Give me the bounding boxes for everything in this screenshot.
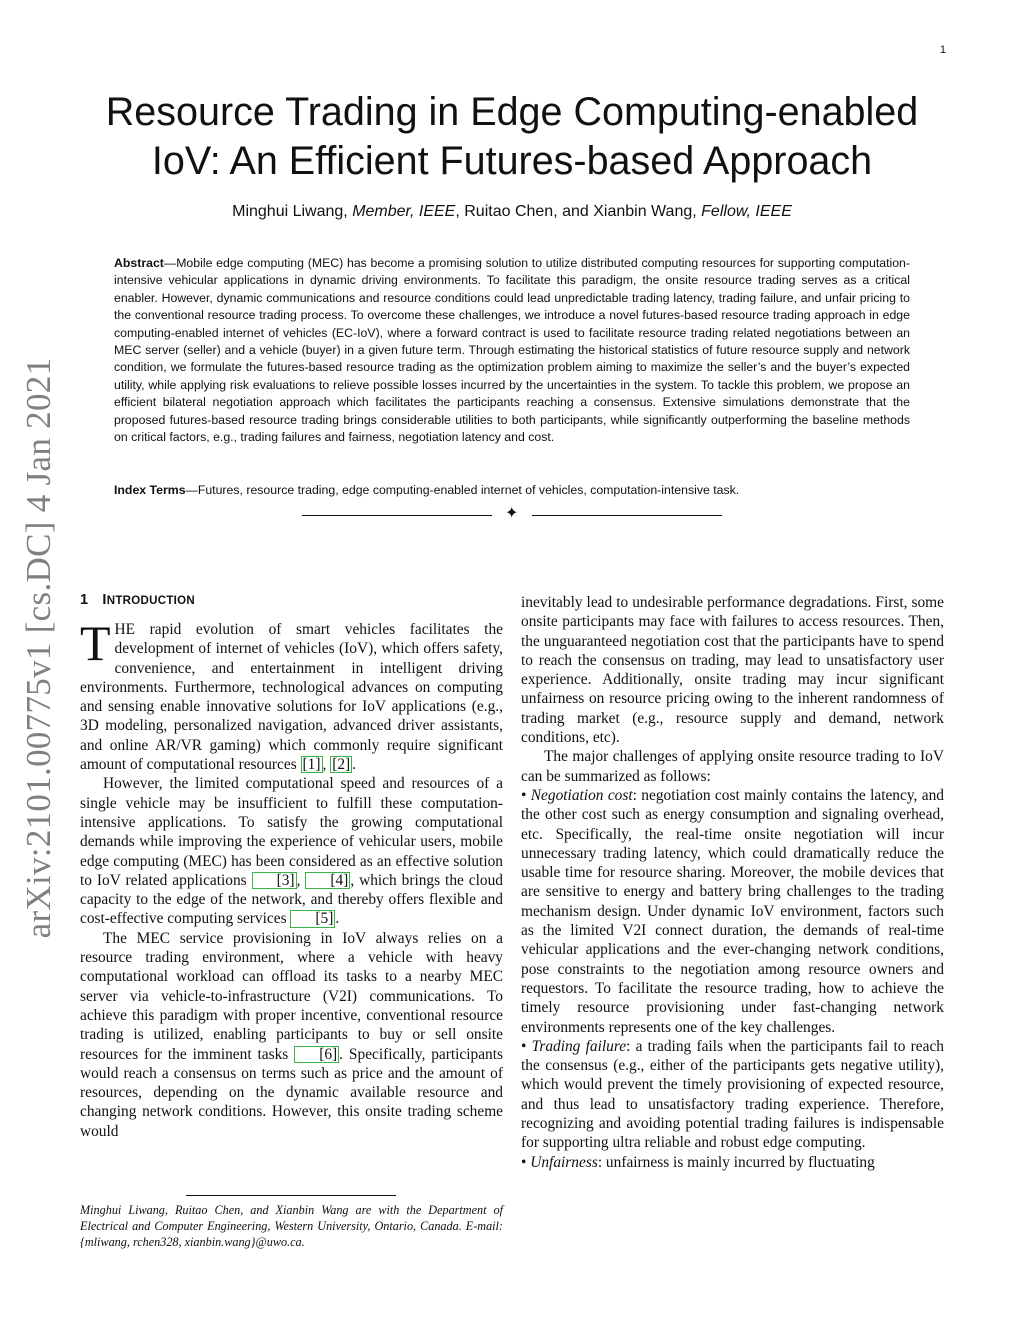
intro-paragraph-3 bbox=[80, 929, 503, 1141]
citation-link-6[interactable]: [6] bbox=[294, 1046, 339, 1063]
divider-rule-left bbox=[302, 515, 492, 516]
abstract-label: Abstract bbox=[114, 256, 164, 270]
intro-paragraph-2 bbox=[80, 774, 503, 928]
citation-link-2[interactable]: [2] bbox=[332, 756, 351, 774]
challenge-text: : unfairness is mainly incurred by fluctuating bbox=[597, 1153, 875, 1171]
section-divider bbox=[302, 505, 722, 523]
author-name-1: Minghui Liwang, bbox=[232, 203, 348, 220]
sentence-end: . bbox=[352, 756, 357, 774]
right-paragraph-1: inevitably lead to undesirable performance degradations. First, some onsite participants may face with failures to access resources. Then, the unguaranteed negotiation cost that the participants have to spend to reach the consensus on trading, may lead to unsatisfactory user experience. Additionally, onsite trading may incur significant unfairness on resource pricing owing to the inherent randomness of trading market (e.g., resource supply and demand, network conditions, etc). bbox=[521, 594, 944, 747]
right-paragraph-2: The major challenges of applying onsite resource trading to IoV can be summarized as follows: bbox=[521, 748, 944, 785]
citation-separator: , bbox=[296, 871, 306, 889]
bullet-icon: • bbox=[521, 1153, 527, 1171]
right-column bbox=[521, 593, 944, 1172]
arxiv-stamp: arXiv:2101.00775v1 [cs.DC] 4 Jan 2021 bbox=[19, 357, 58, 939]
title-line-2: IoV: An Efficient Futures-based Approach bbox=[151, 139, 873, 183]
section-number: 1 bbox=[80, 592, 89, 608]
intro-p2-text-b: , which brings the cloud capacity to the edge of the network, and thereby offers flexible and cost-effective computing services bbox=[80, 871, 503, 928]
paper-title bbox=[60, 88, 964, 186]
author-names-2: , Ruitao Chen, and Xianbin Wang, bbox=[455, 203, 697, 220]
challenge-term: Unfairness bbox=[530, 1153, 598, 1171]
bullet-icon: • bbox=[521, 786, 527, 804]
intro-p2-text-a: However, the limited computational speed and resources of a single vehicle may be insufficient to fulfill these computation-intensive applications. To satisfy the growing computational demands while improving the experience of vehicular users, mobile edge computing (MEC) has been considered as an effective solution to IoV related applications bbox=[80, 775, 503, 889]
index-terms bbox=[114, 482, 910, 499]
challenge-text: : negotiation cost mainly contains the latency, and the other cost such as energy consumption and signaling overhead, etc. Specifically, the real-time onsite negotiation will incur unnecessary trading latency, which could dramatically reduce the usable time for resource sharing. Moreover, the mobile devices that are sensitive to energy and battery bring challenges to the trading mechanism design. Under dynamic IoV environment, factors such as the limited V2I connect duration, the demands of real-time vehicular applications and the ever-changing network conditions, pose constraints to the negotiation among resource owners and requestors. To facilitate the resource trading, how to achieve the timely resource provisioning under fast-changing network environments represents one of the key challenges. bbox=[521, 786, 944, 1036]
section-heading-introduction bbox=[80, 592, 195, 608]
section-title-rest: NTRODUCTION bbox=[106, 595, 195, 607]
challenge-item-unfairness bbox=[521, 1153, 944, 1172]
author-affiliation-footnote: Minghui Liwang, Ruitao Chen, and Xianbin Wang are with the Department of Electrical and Computer Engineering, Western University, Ontario, Canada. E-mail: {mliwang, rchen328, xianbin.wang}@uwo.ca. bbox=[80, 1203, 503, 1249]
abstract bbox=[114, 255, 910, 446]
divider-rule-right bbox=[532, 515, 722, 516]
author-role-2: Fellow, IEEE bbox=[701, 203, 792, 220]
challenge-term: Trading failure bbox=[531, 1037, 627, 1055]
index-terms-text: —Futures, resource trading, edge computing-enabled internet of vehicles, computation-intensive task. bbox=[185, 483, 740, 497]
abstract-text: —Mobile edge computing (MEC) has become a promising solution to utilize distributed computing resources for supporting computation-intensive vehicular applications in dynamic driving environments. To facilitate this paradigm, the onsite resource trading serves as a critical enabler. However, dynamic communications and resource conditions could lead unpredictable trading latency, trading failure, and unfair pricing to the conventional resource trading process. To overcome these challenges, we introduce a novel futures-based resource trading approach in edge computing-enabled internet of vehicles (EC-IoV), where a forward contract is used to facilitate resource trading related negotiations between an MEC server (seller) and a vehicle (buyer) in a given future term. Through estimating the historical statistics of future resource supply and network condition, we formulate the futures-based resource trading as the optimization problem aiming to maximize the seller’s and the buyer’s expected utility, while applying risk evaluations to relieve possible losses incurred by the uncertainties in the system. To tackle this problem, we propose an efficient bilateral negotiation approach which facilitates the participants reaching a consensus. Extensive simulations demonstrate that the proposed futures-based resource trading brings considerable utilities to both participants, while significantly outperforming the baseline methods on critical factors, e.g., trading failures and fairness, negotiation latency and cost. bbox=[114, 256, 910, 445]
intro-p3-text-b: . Specifically, participants would reach a consensus on terms such as price and the amount of resources, depending on the dynamic available resource and changing network conditions. However, this onsite trading scheme would bbox=[80, 1045, 503, 1140]
footnote-rule bbox=[186, 1195, 396, 1196]
citation-link-1[interactable]: [1] bbox=[302, 756, 321, 774]
bullet-icon: • bbox=[521, 1037, 527, 1055]
citation-link-3[interactable]: [3] bbox=[252, 872, 297, 889]
index-terms-label: Index Terms bbox=[114, 483, 186, 497]
author-line bbox=[60, 203, 964, 221]
author-role-1: Member, IEEE bbox=[352, 203, 456, 220]
title-line-1: Resource Trading in Edge Computing-enabled bbox=[105, 90, 919, 134]
page-number: 1 bbox=[939, 44, 946, 56]
drop-cap: T bbox=[80, 615, 111, 671]
left-column bbox=[80, 615, 503, 1141]
citation-link-5[interactable]: [5] bbox=[290, 910, 335, 927]
sentence-end: . bbox=[335, 910, 340, 928]
citation-link-4[interactable]: [4] bbox=[305, 872, 350, 889]
intro-paragraph-1 bbox=[80, 615, 503, 774]
challenge-item-negotiation-cost bbox=[521, 786, 944, 1037]
challenge-term: Negotiation cost bbox=[530, 786, 633, 804]
opening-smallcaps: HE bbox=[114, 621, 136, 638]
intro-p3-text-a: The MEC service provisioning in IoV always relies on a resource trading environment, where a vehicle with heavy computational workload can offload its tasks to a nearby MEC server via vehicle-to-infrastructure (V2I) communications. To achieve this paradigm with proper incentive, conventional resource trading is utilized, enabling participants to buy or sell onsite resources for the imminent tasks bbox=[80, 929, 503, 1063]
divider-diamond-icon: ✦ bbox=[505, 505, 519, 522]
challenge-text: : a trading fails when the participants fail to reach the consensus (e.g., either of the participants gets negative utility), which would prevent the timely provisioning of expected resource, and thus lead to unsatisfactory trading experience. Therefore, recognizing and avoiding potential trading failures is indispensable for supporting ultra reliable and robust edge computing. bbox=[521, 1037, 944, 1152]
challenge-item-trading-failure bbox=[521, 1037, 944, 1153]
intro-p1-text: rapid evolution of smart vehicles facilitates the development of internet of vehicles (IoV), which offers safety, convenience, and entertainment in intelligent driving environments. Furthermore, technological advances on computing and sensing enable innovative solutions for IoV applications (e.g., 3D modeling, personalized navigation, advanced driver assistants, and online AR/VR gaming) which commonly require significant amount of computational resources bbox=[80, 621, 503, 774]
citation-separator: , bbox=[322, 756, 331, 774]
section-title-initial: I bbox=[102, 592, 107, 608]
